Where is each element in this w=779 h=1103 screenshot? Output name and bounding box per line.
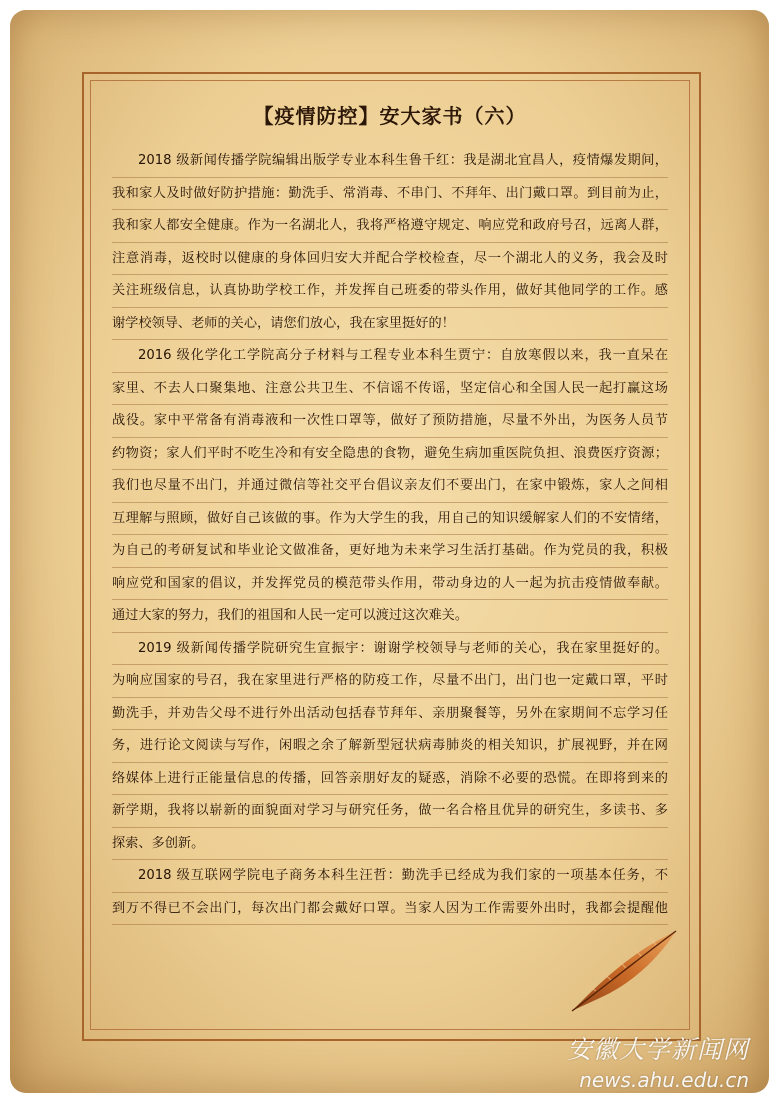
text-line: 务，进行论文阅读与写作，闲暇之余了解新型冠状病毒肺炎的相关知识，扩展视野，并在网 [112, 730, 668, 763]
text-line: 为自己的考研复试和毕业论文做准备，更好地为未来学习生活打基础。作为党员的我，积极 [112, 535, 668, 568]
text-line: 关注班级信息，认真协助学校工作，并发挥自己班委的带头作用，做好其他同学的工作。感 [112, 275, 668, 308]
text-line: 2018 级互联网学院电子商务本科生汪哲：勤洗手已经成为我们家的一项基本任务，不 [112, 860, 668, 893]
text-line: 家里、不去人口聚集地、注意公共卫生、不信谣不传谣，坚定信心和全国人民一起打赢这场 [112, 373, 668, 406]
text-line: 到万不得已不会出门，每次出门都会戴好口罩。当家人因为工作需要外出时，我都会提醒他 [112, 893, 668, 926]
quill-feather-icon [566, 925, 681, 1015]
letter-body [112, 145, 668, 925]
text-line: 互理解与照顾，做好自己该做的事。作为大学生的我，用自己的知识缓解家人们的不安情绪， [112, 503, 668, 536]
text-line: 通过大家的努力，我们的祖国和人民一定可以渡过这次难关。 [112, 600, 668, 633]
letter-title: 【疫情防控】安大家书（六） [253, 104, 527, 128]
watermark-url: news.ahu.edu.cn [579, 1068, 749, 1092]
text-line: 勤洗手，并劝告父母不进行外出活动包括春节拜年、亲朋聚餐等，另外在家期间不忘学习任 [112, 698, 668, 731]
text-line: 络媒体上进行正能量信息的传播，回答亲朋好友的疑惑，消除不必要的恐慌。在即将到来的 [112, 763, 668, 796]
text-line: 谢学校领导、老师的关心，请您们放心，我在家里挺好的！ [112, 308, 668, 341]
text-line: 响应党和国家的倡议，并发挥党员的模范带头作用，带动身边的人一起为抗击疫情做奉献。 [112, 568, 668, 601]
text-line: 战役。家中平常备有消毒液和一次性口罩等，做好了预防措施，尽量不外出，为医务人员节 [112, 405, 668, 438]
text-line: 2016 级化学化工学院高分子材料与工程专业本科生贾宁：自放寒假以来，我一直呆在 [112, 340, 668, 373]
text-line: 注意消毒，返校时以健康的身体回归安大并配合学校检查，尽一个湖北人的义务，我会及时 [112, 243, 668, 276]
text-line: 探索、多创新。 [112, 828, 668, 861]
text-line: 2018 级新闻传播学院编辑出版学专业本科生鲁千红：我是湖北宜昌人，疫情爆发期间， [112, 145, 668, 178]
text-line: 我和家人都安全健康。作为一名湖北人，我将严格遵守规定、响应党和政府号召，远离人群， [112, 210, 668, 243]
watermark [567, 1030, 749, 1092]
text-line: 我们也尽量不出门，并通过微信等社交平台倡议亲友们不要出门，在家中锻炼，家人之间相 [112, 470, 668, 503]
text-line: 约物资；家人们平时不吃生冷和有安全隐患的食物，避免生病加重医院负担、浪费医疗资源； [112, 438, 668, 471]
text-line: 新学期，我将以崭新的面貌面对学习与研究任务，做一名合格且优异的研究生，多读书、多 [112, 795, 668, 828]
text-line: 我和家人及时做好防护措施：勤洗手、常消毒、不串门、不拜年、出门戴口罩。到目前为止， [112, 178, 668, 211]
text-line: 为响应国家的号召，我在家里进行严格的防疫工作，尽量不出门，出门也一定戴口罩，平时 [112, 665, 668, 698]
watermark-chinese: 安徽大学新闻网 [566, 1035, 749, 1064]
text-line: 2019 级新闻传播学院研究生宣振宇：谢谢学校领导与老师的关心，我在家里挺好的。 [112, 633, 668, 666]
